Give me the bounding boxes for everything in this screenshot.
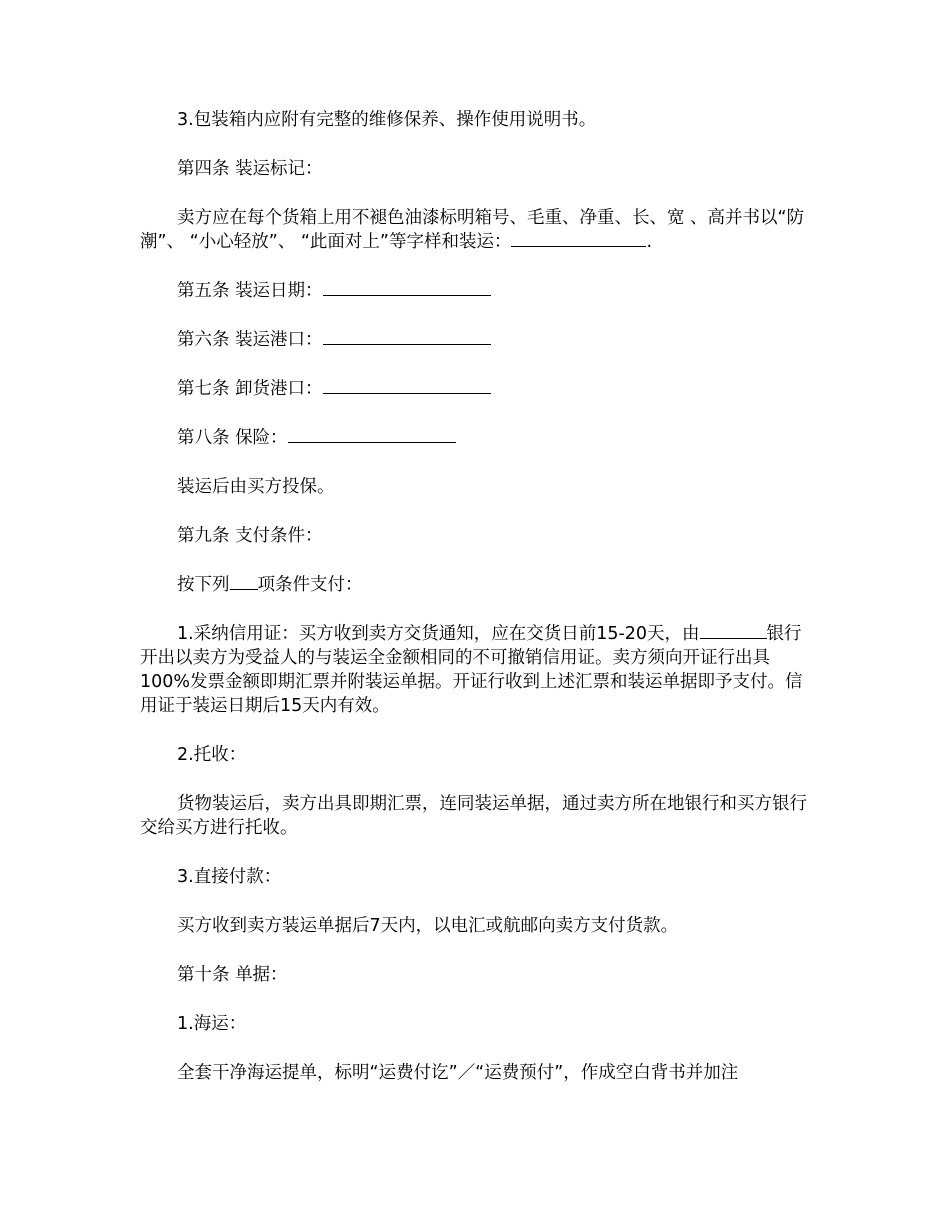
paragraph-text: 第四条 装运标记： [177, 159, 323, 179]
article-9-payment-heading [140, 524, 812, 548]
article-10-documents-heading [140, 963, 812, 987]
discharge-port-blank [323, 377, 491, 394]
article-8-insurance [140, 426, 812, 450]
paragraph-text: 第十条 单据： [177, 965, 288, 985]
ocean-shipping-heading [140, 1012, 812, 1036]
paragraph-text: 装运后由买方投保。 [177, 477, 335, 497]
article-6-loading-port [140, 328, 812, 352]
bank-name-blank [700, 622, 767, 639]
paragraph-text: 项条件支付： [257, 575, 363, 595]
paragraph-text: 3.包装箱内应附有完整的维修保养、操作使用说明书。 [177, 110, 597, 130]
paragraph-text: 按下列 [177, 575, 230, 595]
document-page [140, 108, 812, 1110]
bill-of-lading-paragraph [140, 1061, 812, 1085]
paragraph-text: 第七条 卸货港口： [177, 379, 323, 399]
loading-port-blank [323, 328, 491, 345]
paragraph-text: 1.海运： [177, 1014, 247, 1034]
article-7-discharge-port [140, 377, 812, 401]
paragraph-text: 第八条 保险： [177, 428, 288, 448]
shipping-date-blank [323, 279, 491, 296]
payment-option-blank [230, 573, 258, 590]
article-5-shipping-date [140, 279, 812, 303]
clause-packing-manual [140, 108, 812, 132]
shipping-marks-paragraph [140, 206, 812, 254]
direct-payment-paragraph [140, 914, 812, 938]
payment-option-line [140, 573, 812, 597]
paragraph-text: 第六条 装运港口： [177, 330, 323, 350]
letter-of-credit-paragraph [140, 622, 812, 718]
insurance-note [140, 475, 812, 499]
paragraph-text: 银行开出以卖方为受益人的与装运全金额相同的不可撤销信用证。卖方须向开证行出具100%发票金额即期汇票并附装运单据。开证行收到上述汇票和装运单据即予支付。信用证于装运日期后15天内有效。 [140, 624, 803, 716]
paragraph-text: 货物装运后，卖方出具即期汇票，连同装运单据，通过卖方所在地银行和买方银行交给买方进行托收。 [140, 794, 807, 838]
paragraph-text: 2.托收： [177, 745, 247, 765]
collection-paragraph [140, 792, 812, 840]
paragraph-text: 全套干净海运提单，标明“运费付讫”／“运费预付”，作成空白背书并加注 [177, 1063, 739, 1083]
collection-heading [140, 743, 812, 767]
paragraph-text: 第九条 支付条件： [177, 526, 323, 546]
paragraph-text: 卖方应在每个货箱上用不褪色油漆标明箱号、毛重、净重、长、宽 、高并书以“防潮”、 “小心轻放”、 “此面对上”等字样和装运： [140, 208, 805, 252]
paragraph-text: 1.采纳信用证：买方收到卖方交货通知，应在交货日前15-20天，由 [177, 624, 700, 644]
paragraph-text: 买方收到卖方装运单据后7天内，以电汇或航邮向卖方支付货款。 [177, 916, 679, 936]
insurance-blank [288, 426, 456, 443]
article-4-heading [140, 157, 812, 181]
paragraph-text: 3.直接付款： [177, 867, 282, 887]
direct-payment-heading [140, 865, 812, 889]
paragraph-text: 第五条 装运日期： [177, 281, 323, 301]
paragraph-text: . [646, 232, 653, 252]
shipping-marks-blank [511, 230, 646, 247]
